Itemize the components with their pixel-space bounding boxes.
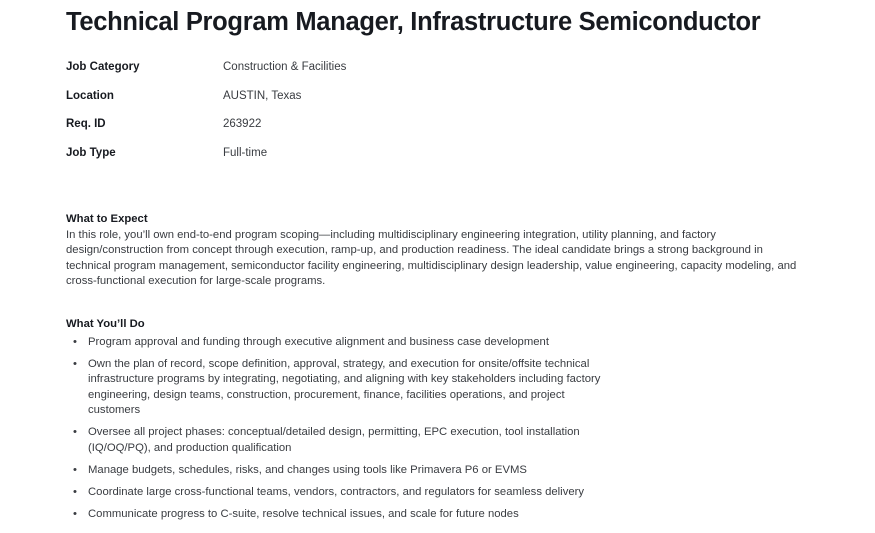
bullet-icon: • [73,357,77,370]
job-title: Technical Program Manager, Infrastructure Semiconductor [66,8,761,36]
bullet-icon: • [73,463,77,476]
list-item-text: Communicate progress to C-suite, resolve technical issues, and scale for future nodes [88,507,519,520]
what-youll-do-section [66,317,806,529]
job-details [66,53,346,167]
location-value: AUSTIN, Texas [223,89,302,102]
what-to-expect-body: In this role, you’ll own end-to-end program scoping—including multidisciplinary engineering integration, utility planning, and factory design/construction from concept through execution, ramp-up, and production readiness. The ideal candidate brings a strong background in technical program management, semiconductor facility engineering, multidisciplinary design leadership, value engineering, capacity modeling, and cross-functional execution for large-scale programs. [66,228,797,287]
job-type-row [66,139,346,168]
list-item-text: Program approval and funding through executive alignment and business case development [88,335,549,348]
bullet-icon: • [73,426,77,438]
list-item [66,485,806,501]
list-item-text: Own the plan of record, scope definition, approval, strategy, and execution for onsite/offsite technical infrastructure programs by integrating, negotiating, and aligning with key stakeholders including factory engineering, design teams, construction, procurement, finance, facilities operations, and project customers [88,357,601,416]
job-type-value: Full-time [223,146,268,159]
job-category-row [66,53,346,82]
list-item [66,507,806,523]
what-to-expect-section [66,212,806,290]
list-item [66,463,806,479]
req-id-row [66,110,346,139]
responsibilities-list [66,335,806,523]
location-label: Location [66,89,114,102]
bullet-icon: • [73,485,77,498]
list-item [66,335,806,351]
job-category-label: Job Category [66,61,140,74]
list-item [66,357,806,419]
job-type-label: Job Type [66,146,116,159]
req-id-label: Req. ID [66,118,106,131]
bullet-icon: • [73,507,77,520]
list-item-text: Manage budgets, schedules, risks, and changes using tools like Primavera P6 or EVMS [88,463,527,476]
what-youll-do-heading: What You’ll Do [66,318,145,330]
bullet-icon: • [73,335,77,348]
location-row [66,82,346,111]
req-id-value: 263922 [223,118,262,131]
job-category-value: Construction & Facilities [223,61,347,74]
list-item-text: Oversee all project phases: conceptual/detailed design, permitting, EPC execution, tool installation (IQ/OQ/PQ), and production qualification [88,426,580,454]
list-item [66,425,806,456]
what-to-expect-heading: What to Expect [66,213,148,225]
list-item-text: Coordinate large cross-functional teams, vendors, contractors, and regulators for seamless delivery [88,485,585,498]
